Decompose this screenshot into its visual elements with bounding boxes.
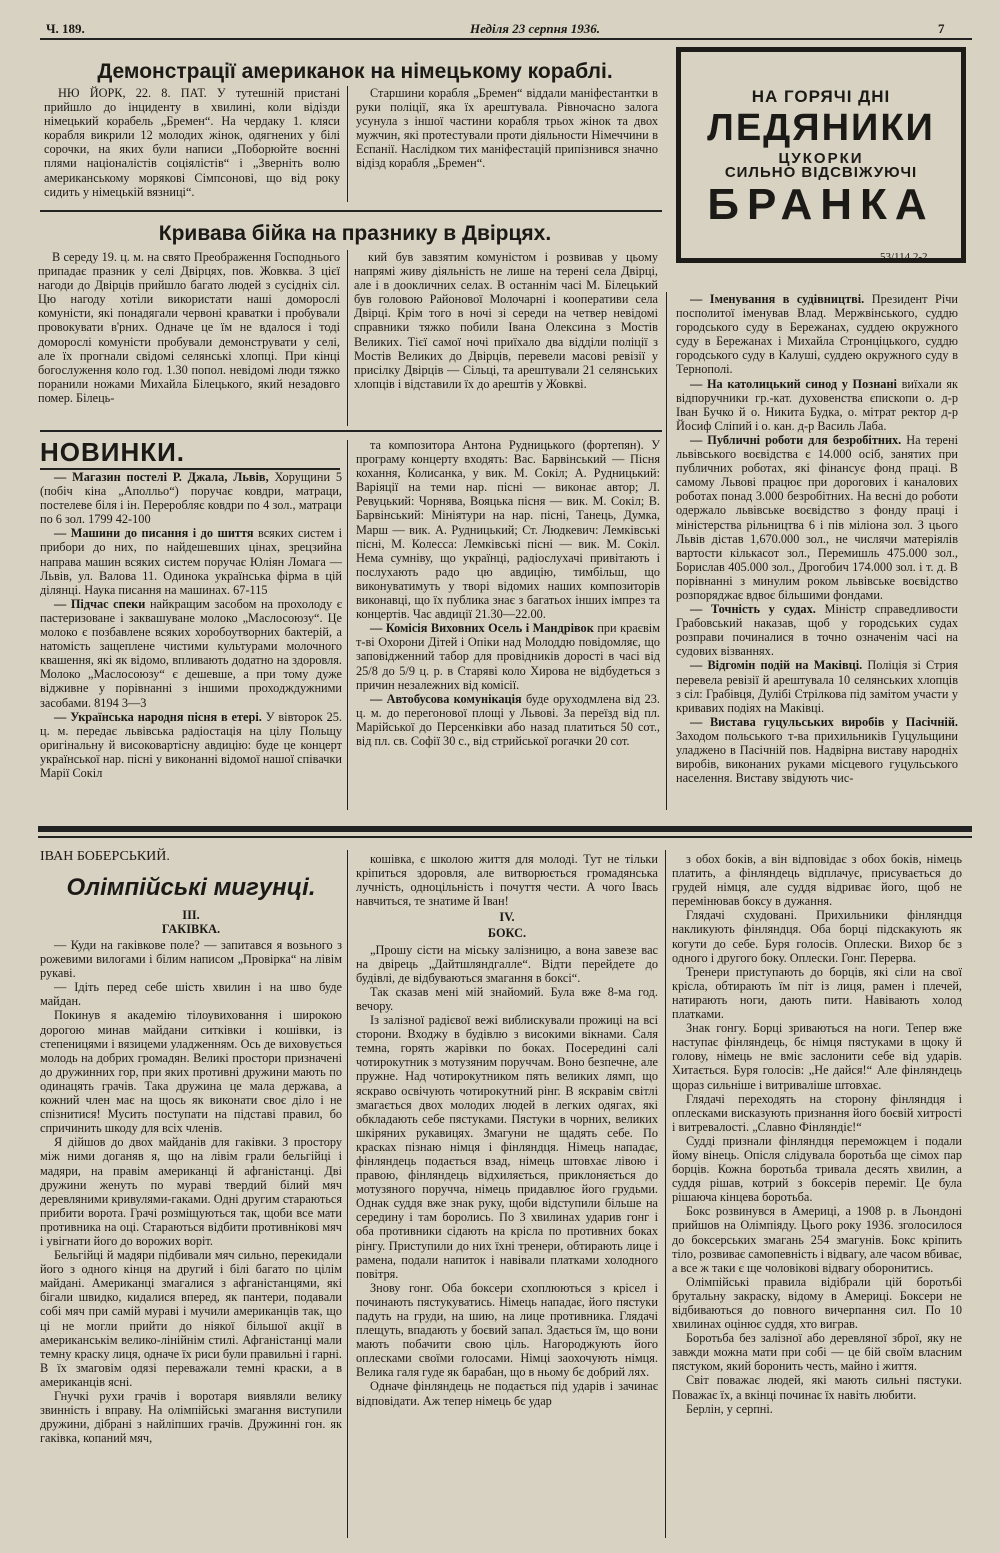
paragraph: Олімпійські правила відібрали цій боротьбі брутальну закраску, відому в Америці. Боксери не відбиваються до повного вичерпання сил. По 10 хвилинах оцінює суддя, хто виграв. [672, 1274, 962, 1332]
news-head: — Точність у судах. [690, 602, 816, 617]
page-number: 7 [938, 21, 945, 36]
novynky-head: — Машини до писання і до шиття [54, 526, 254, 541]
paragraph: Боротьба без залізної або деревляної зброї, яку не завжди можна мати при собі — це бій своїм власним пястуком, який боронить честь, майно і життя. [672, 1331, 962, 1374]
novynky-text: буде оруходмлена від 23. ц. м. до перегонової площі у Львові. За переїзд від пл. Марійської до Персенківки або назад платиться 50 сот., від пл. св. Софії 30 с., від стрийської рогачки 20 сот. [356, 691, 660, 748]
novynky-head: — Магазин постелі Р. Джала, Львів, [54, 470, 269, 484]
article1-title: Демонстрації американок на німецькому кораблі. [97, 60, 613, 83]
news-text: Президент Річи посполитої іменував Влад. Мержвінського, суддю городського суду в Бережанах, суддею окружного суду в Бережанах і Михайла Стронціцького, суддю городського суду в Калуші, суддею окружного суду в Тернополі. [676, 292, 958, 377]
novynky-item [40, 710, 342, 780]
paragraph: Знак гонгу. Борці зриваються на ноги. Тепер вже наступає фінляндець, бє німця пястуками в щоку й голову, німець не вміє заслонити себе від ударів. Хитається. Буря голосів: „Не дайся!“ Але фінляндець щораз сильніше і витриваліше штовхає. [672, 1021, 962, 1092]
masthead-rule [40, 38, 972, 40]
news-head: — Відгомін подій на Маківці. [690, 658, 863, 673]
paragraph: Глядачі переходять на сторону фінляндця і оплесками висказують признання його боєвій хитрості і витревалості. „Славно Фінляндіє!“ [672, 1091, 962, 1134]
news-item [676, 715, 958, 785]
article2-col1-text: В середу 19. ц. м. на свято Преображення Господнього припадає празник у селі Двірцях, пов. Жовква. З цієї нагоди до Двірців прийшло багато людей з сусідніх сіл. Цю нагоду хотіли використати наші доморослі комуністи, які понадягали червоні краватки і пробували провокувати в'рних. Одначе це їм не вдалося і тоді доморослі комуністи пробували демонструвати у селі, але їх прогнали свідомі селянські хлопці. При кінці богослуження коло год. 1.30 попол. невідомі люди тяжко поранили ножами Михайла Білецького, який незадовго помер. Білець- [38, 250, 340, 405]
novynky-title: НОВИНКИ. [40, 437, 186, 467]
olympic-col3 [672, 852, 962, 1538]
section4-number: IV. [499, 910, 515, 925]
feuilleton-rule-thin [38, 836, 972, 838]
column-divider [666, 292, 667, 810]
novynky-text: найкращим засобом на прохолоду є пастеризоване і заквашуване молоко „Маслосоюзу“. Це молоко є позбавлене всяких хоробоутворних бактерій, а натомість защеплене чистими культурами молочного квашення, які як відомо, впливають додатно на здоровля. Молоко „Маслосоюзу“ є дешевше, а при тому дуже відживне у порівнанні з іншими проходждужними засобами. 8194 3—3 [40, 596, 342, 710]
paragraph: Покинув я академію тілоувиховання і широкою дорогою минав майдани ситківки і кошівки, із степеницями і вязицеми уладженням. Ось де виховується молодь на добрих громадян. Великі простори призначені до дружинних гор, при яких противні дружини мають по одинацять грачів. Така дружина це мала держава, а кожний член має на щось як виконати своє діло і не спізнитися! Мусить поступати на підставі правил, бо спричинить шкоду для всіх членів. [40, 1008, 342, 1136]
paragraph: Одначе фінляндець не подається під ударів і зачинає відповідати. Аж тепер німець бє удар [356, 1379, 658, 1408]
news-text: На терені львівського воєвідства є 14.000 осіб, занятих при публичних роботах, які фінансує фонд праці. В самому Львові працює при дорогових і каналових роботах понад 3.000 безробітних. На весні до роботи одержало львівське воєвідство з фонду праці і міністерства рільництва 6 і пів міліона зол. З цього Львів дістав 1,670.000 зол., не числячи матеріялів вартости кількасот зол., Перемишль 475.000 зол., Борислав 405.000 зол., Дрогобич 174.000 зол. і т. д. В порівнанні з минулим роком львівське воєвідство розпоряджає вдвоє більшими фондами. [676, 432, 958, 602]
news-item [676, 377, 958, 433]
paragraph: — Ідіть перед себе шість хвилин і на шво буде майдан. [40, 980, 342, 1009]
news-text: Міністр справедливости Грабовський наказав, щоб у городських судах розправи починалися в точно означенім часі на судових візваннях. [676, 602, 958, 659]
article2-title: Кривава бійка на празнику в Двірцях. [158, 222, 552, 245]
column-divider [347, 850, 348, 1538]
article1-col1 [44, 86, 340, 206]
news-item [676, 433, 958, 602]
column-divider [347, 250, 348, 426]
paragraph: Я дійшов до двох майданів для гаківки. З простору між ними доганяв я, що на лівім грали бельгійці і мадяри, на правім американці й афганістанці. Дві дружини женуть по мураві твердий білий мяч деревляними кривулями-гаками. Одні другим стараються прибити ворота. Грачі розміщуються так, щоби все мати противника на оці. Стараються відбити противнікові мяч і увігнати його до ворожих воріт. [40, 1135, 342, 1248]
novynky-text: Хорущини 5 (побіч кіна „Аполльо“) поручає ковдри, матраци, постелеве біля і ін. Переробляє ковдри по 4 зол., матраци по 6 зол. 1799 42-100 [40, 470, 342, 527]
paragraph: кошівка, є школою життя для молоді. Тут не тільки кріпиться здоровля, але витворюється громадянська лучність, одноцільність і почуття чести. А чого Івась навчиться, те знатиме й Іван! [356, 852, 658, 909]
article1-col2-text: Старшини корабля „Бремен“ віддали маніфестантки в руки поліції, яка їх арештувала. Рівночасно залога усунула з іншої частини корабля трьох жінок та двох мужчин, які протестували проти діяльности Німеччини в Еспанії. Наслідком тих маніфестацій припізнився значно відізд корабля „Бремен“. [356, 86, 658, 171]
olympic-title: Олімпійські мигунці. [66, 874, 316, 901]
issue-date: Неділя 23 серпня 1936. [470, 21, 600, 36]
article1-col1-text: НЮ ЙОРК, 22. 8. ПАТ. У тутешній пристані прийшло до інциденту в хвилині, коли відізди німецький корабель „Бремен“. На чердаку 1. кляси корабля викрили 12 молодих жінок, одягнених у білі сорочки, на яких були написи „Поборюйте воєнні плями націоналістів соціялістів“ і „Зверніть волю американському морякові Сімпсонові, що від року сидить у німецькій вязниці“. [44, 86, 340, 199]
ad-line2: ЛЕДЯНИКИ [707, 107, 935, 150]
novynky-text: всяких систем і прибори до них, по найдешевших цінах, зрецзийна направа машин всяких систем поручає Юліян Ломага — Львів, ул. Валова 11. Одинока українська фірма в цій ділянці. Наука писання на машинах. 67-115 [40, 526, 342, 597]
article-divider [40, 210, 662, 212]
paragraph: Так сказав мені мій знайомий. Була вже 8-ма год. вечору. [356, 984, 658, 1013]
novynky-item [40, 470, 342, 526]
news-item [676, 658, 958, 714]
paragraph: Тренери приступають до борців, які сіли на свої крісла, обтирають їм піт із лиця, рамен і плечей, натирають ноги, дають пити. Навівають холод платками. [672, 964, 962, 1022]
paragraph: Глядачі схудовані. Прихильники фінляндця накликують фінляндця. Оба борці підскакують як когути до себе. Буря голосів. Оплески. Вихор бє з одного і другого боку. Оплески. Гонг. Перерва. [672, 908, 962, 965]
section3-title: ГАКІВКА. [161, 922, 221, 936]
ad-line3: ЦУКОРКИ [778, 150, 864, 168]
paragraph: з обох боків, а він відповідає з обох боків, німець платить, а фінляндець відплачує, присувається до грудей німця, але суддя відриває його, щоб не перемінював боксу в дужання. [672, 852, 962, 909]
news-head: — На католицький синод у Познані [690, 376, 897, 391]
novynky-head: — Підчас спеки [54, 596, 146, 611]
news-head: — Вистава гуцульських виробів у Пасічній. [690, 714, 958, 729]
article2-col2 [354, 250, 658, 428]
paragraph: Бокс розвинувся в Америці, а 1908 р. в Льондоні прийшов на Олімпіяду. Цього року 1936. зголосилося до боксерських змагань 254 змагунів. Бокс кріпить тіло, розвиває самопевність і відвагу, але часом вбиває, а все ж таки є ще чоловікові відвагу оборонитись. [672, 1204, 962, 1275]
news-head: — Публичні роботи для безробітних. [690, 432, 902, 447]
novynky-head: — Комісія Виховних Осель і Мандрівок [370, 621, 594, 636]
feuilleton-rule [38, 826, 972, 832]
olympic-author: ІВАН БОБЕРСЬКИЙ. [40, 849, 170, 864]
novynky-item [356, 692, 660, 748]
novynky-head: — Українська народня пісня в етері. [54, 709, 262, 724]
paragraph: Знову гонг. Оба боксери схоплюються з крісел і починають пястукуватись. Німець нападає, його пястуки падуть на груди, на шию, на лице противника. Глядачі плещуть, впадають у боєвий запал. Здається їм, що вони мають побачити свою ціль. Нагороджують його оплесками своїми голосами. Німці заохочують німця. Велика галя гуде як барабан, що в ньому бє добрий лях. [356, 1280, 658, 1380]
dateline: Берлін, у серпні. [686, 1401, 773, 1416]
news-text: виїхали як відпоручники гр.-кат. духовенства єпископи о. д-р Іван Бучко й о. Никита Будка, о. мітрат ректор д-р Йосиф Сліпий і о. кан. д-р Василь Лаба. [676, 376, 958, 433]
column-divider [347, 86, 348, 202]
news-item [676, 292, 958, 377]
paragraph: Судді признали фінляндця переможцем і подали йому вінець. Опісля слідувала боротьба ще сімох пар борців. Кожна боротьба тривала десять хвилин, а суддя рішав, котрий з боксерів переміг. Це була рішаюча кінцева боротьба. [672, 1133, 962, 1205]
ledyanyky-ad [676, 47, 966, 263]
novynky-item [356, 438, 660, 621]
news-head: — Іменування в судівництві. [690, 292, 865, 306]
article1-col2 [356, 86, 658, 206]
article-divider [40, 430, 662, 432]
novynky-col1 [40, 470, 342, 812]
news-text: Поліція зі Стрия перевела ревізії й арештувала 10 селянських хлопців з сіл: Грабівця, Дулібі Стрілкова під замітом участи у кривавих подіях на Маківці. [676, 658, 958, 715]
paragraph: — Куди на гаківкове поле? — запитався я возьного з рожевими вилогами і білим написом „Провірка“ на лівім рукаві. [40, 938, 342, 981]
ad-code: 53/114 2-2 [880, 251, 928, 263]
paragraph: „Прошу сісти на міську залізницю, а вона завезе вас на двірець „Дайтшляндгалле“. Відти перейдете до будівлі, де відбуваються змагання в боксі“. [356, 942, 658, 985]
novynky-text: У вівторок 25. ц. м. передає львівська радіостація на цілу Польщу оригінальну й високовартісну авдицію: буде це концерт української нар. пісні у виконанні відомої нашої співачки Марії Сокіл [40, 709, 342, 780]
news-item [676, 602, 958, 658]
ad-line4: СИЛЬНО ВІДСВІЖУЮЧІ [724, 164, 918, 182]
novynky-text: при краєвім т-ві Охорони Дітей і Опіки над Молоддю повідомляє, що заповідженний табор для провідників дорості в часі від 25/8 до 5/9 ц. р. в Старяві коло Хирова не відбудеться з причин незалежних від комісії. [356, 621, 660, 692]
novynky-head: — Автобусова комунікація [370, 691, 522, 706]
paragraph: Із залізної радієвої вежі виблискували прожиці на всі сторони. Входжу в будівлю з високими вікнами. Саля темна, горять жарівки по боках. Посередині салі чотирокутник з мотузяним поруччам. Воно безпечне, але пружне. Над чотирокутником пять великих лямп, що яскраво освічують чотирокутний рінг. В яскравім світлі змагається двох молодих людей в легких одягах, які обкладають себе пястуками. Пястуки в чорних, великих шкіряних рукавицях. Змагуни не щадять себе. По красках пізнаю німця і фінляндця. Німець нападає, фінляндець подається взад, німець штовхає лівою і правою, фінляндець відхиляється, приклоняється до мотузяного поручча, німець придавлює його грудьми. Однак суддя вже знак руку, щоби відступили більше на середину і там боролись. По 3 хвилинах ударив гонг і оба противники сідають на крісла по противних боках рінгу. Приступили до них їхні тренери, обтирають лице і рамена, подали напиток і навівали платками холодного повітря. [356, 1013, 658, 1281]
novynky-item [356, 621, 660, 691]
section3-number: III. [182, 908, 200, 922]
ad-line5: БРАНКА [707, 180, 935, 230]
column-divider [665, 850, 666, 1538]
novynky-item [40, 526, 342, 596]
section4-title: БОКС. [487, 926, 527, 941]
paragraph: Бельгійці й мадяри підбивали мяч сильно, перекидали його з одного кінця на другий і білі багато по цілім майдані. Американці змагалися з афганістанцями, які бігали швидко, кидалися вперед, як пантери, подавали собі мяч при самій мураві і мучили американців так, що ці не могли прийти до ніякої більшої акції в американськім велико-лінійнім стилі. Афганістанці мали темну краску лиця, одначе їх риси були правильні і гарні. В їх змаговім одязі переважали темні краски, а в американців ясні. [40, 1248, 342, 1389]
novynky-col2 [356, 438, 660, 812]
olympic-col1 [40, 938, 342, 1538]
article2-col1 [38, 250, 340, 428]
ad-line1: НА ГОРЯЧІ ДНІ [751, 87, 891, 106]
column-divider [347, 440, 348, 810]
olympic-col2 [356, 852, 658, 1538]
paragraph: Світ поважає людей, які мають сильні пястуки. Поважає їх, а вкінці починає їх навіть любити. [672, 1373, 962, 1402]
issue-number: Ч. 189. [46, 21, 85, 36]
novynky-text: та композитора Антона Рудницького (фортепян). У програму концерту входять: Вас. Барвінський — Пісня кохання, Колисанка, у вик. М. Сокіл; А. Рудницький: Варіяції на теми нар. пісні — виконає автор; Л. Ревуцький: Чорнява, Вояцька пісня — вик. М. Сокіл; В. Барвінський: Мініятури на нар. пісні, Танець, Думка, Марш — вик. А. Рудницький; Ст. Людкевич: Лемківські пісні, М. Колесса: Лемківські пісні — вик. М. Сокіл. Нема сумніву, що українці, радіослухачі привітають і послухають радо цю авдицію, тимбільш, що виконуватимуть у творі відомих наших композиторів виконавці, що їх публика знає з багатьох інших імпрез та концертів. Час авдиції 21.30—22.00. [356, 438, 660, 622]
article2-col2-text: кий був завзятим комуністом і розвивав у цьому напрямі живу діяльність не лише на терені села Двірці, але і в доокличних селах. В останнім часі М. Білецький був головою Районової Молочарні і кооперативи села Двірці. Крім того в ночі зі середи на четвер невідомі справники тяжко побили Івана Олексина з Мостів Великих. Тієї самої ночі приїхало два відділи поліції з Мостів Великих до Двірців, перевели масові ревізії у присілку Двірців — Сільці, та арештували 21 селянських хлопців і відставили їх до арештів у Жовкві. [354, 250, 658, 391]
news-text: Заходом польського т-ва прихильників Гуцульщини уладжено в Пасічній пов. Надвірна виставу народніх виробів, виконаних руками місцевого гуцульського населення. Виставу звідують чис- [676, 728, 958, 786]
news-right-column [676, 292, 958, 812]
novynky-item [40, 597, 342, 710]
paragraph: Гнучкі рухи грачів і воротаря виявляли велику звинність і вправу. На олімпійські змагання виступили дружини, дібрані з найліпших грачів. Дружинні гон. як гаківка, копаний мяч, [40, 1389, 342, 1446]
